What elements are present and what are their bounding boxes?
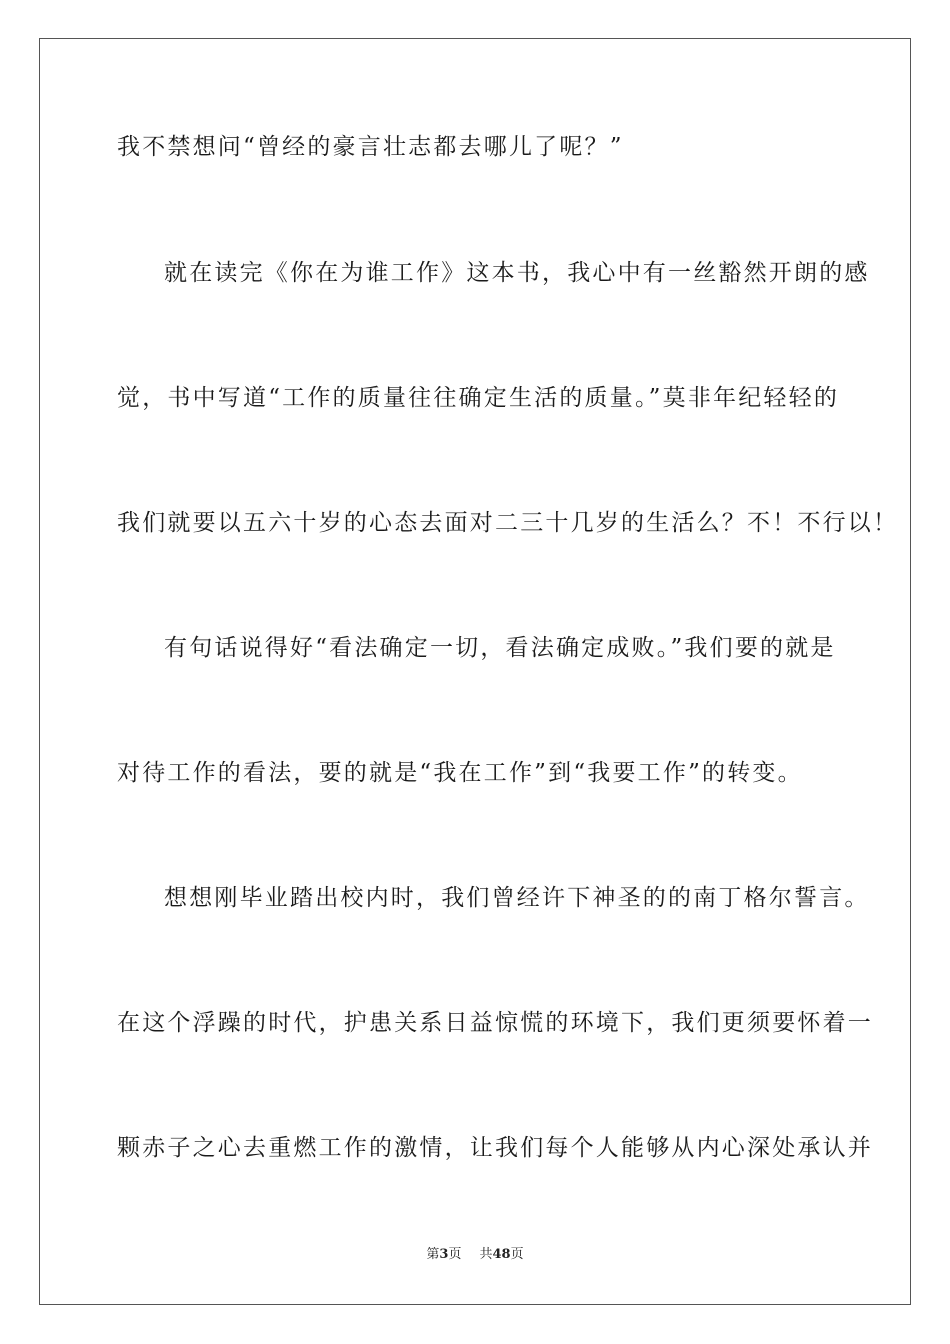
page-prefix: 第	[426, 1247, 440, 1262]
page-number: 3	[439, 1247, 449, 1262]
text-line: 对待工作的看法，要的就是“我在工作”到“我要工作”的转变。	[117, 760, 803, 786]
page-footer	[0, 1246, 950, 1264]
total-prefix: 共	[479, 1247, 493, 1262]
paragraph-first-line: 有句话说得好“看法确定一切，看法确定成败。”我们要的就是	[164, 635, 836, 661]
text-line: 我们就要以五六十岁的心态去面对二三十几岁的生活么？不！不行以！	[117, 510, 899, 536]
page-border	[39, 38, 911, 1305]
text-line: 颗赤子之心去重燃工作的激情，让我们每个人能够从内心深处承认并	[117, 1135, 873, 1161]
paragraph-first-line: 想想刚毕业踏出校内时，我们曾经许下神圣的的南丁格尔誓言。	[164, 885, 870, 911]
total-pages: 48	[492, 1247, 511, 1262]
text-line: 我不禁想问“曾经的豪言壮志都去哪儿了呢？”	[117, 134, 624, 160]
total-suffix: 页	[510, 1247, 524, 1262]
page-suffix: 页	[448, 1247, 462, 1262]
paragraph-first-line: 就在读完《你在为谁工作》这本书，我心中有一丝豁然开朗的感	[164, 260, 870, 286]
text-line: 在这个浮躁的时代，护患关系日益惊慌的环境下，我们更须要怀着一	[117, 1010, 873, 1036]
text-line: 觉，书中写道“工作的质量往往确定生活的质量。”莫非年纪轻轻的	[117, 385, 840, 411]
